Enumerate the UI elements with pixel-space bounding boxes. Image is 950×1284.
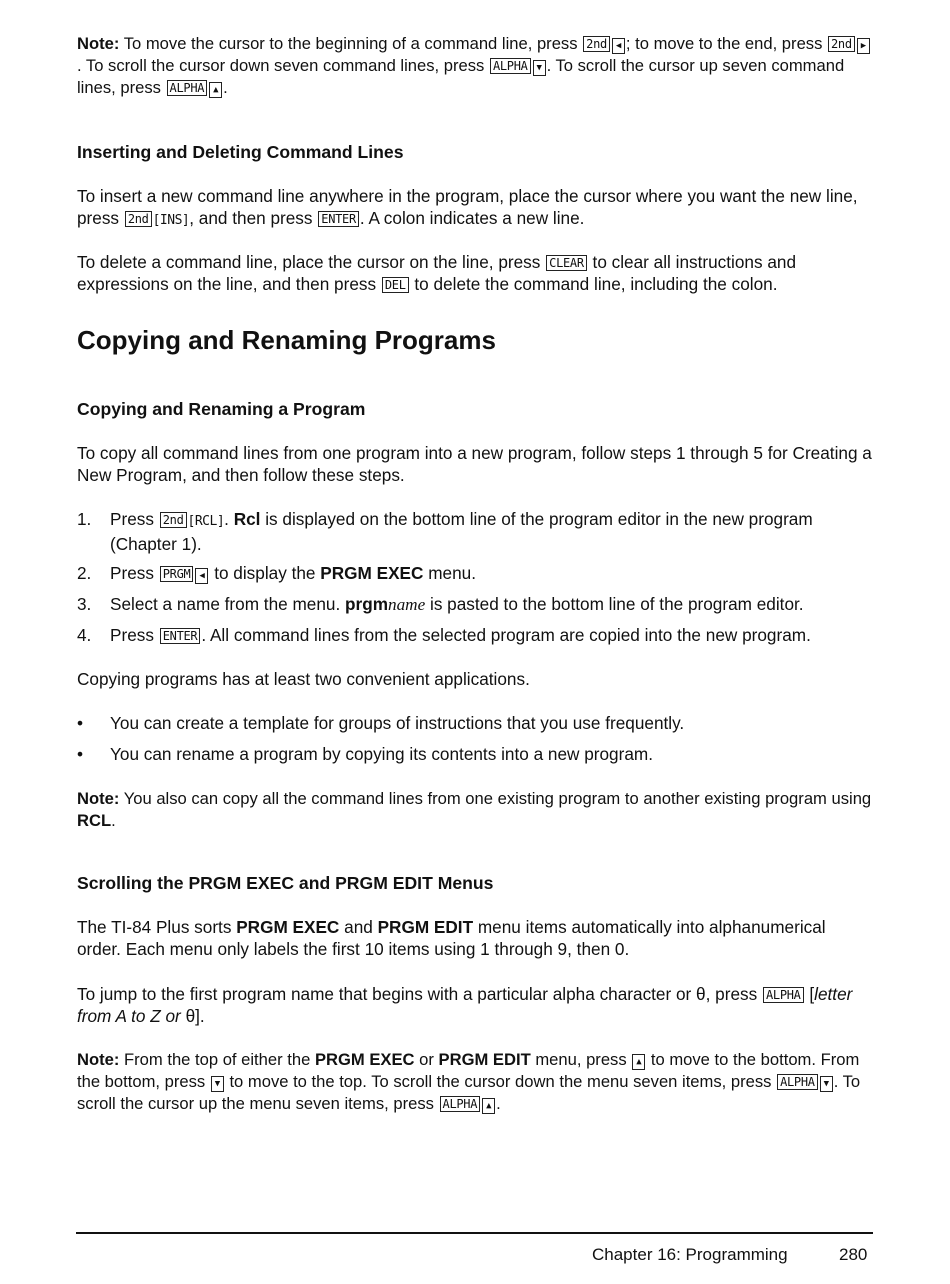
- key-2nd: 2nd: [828, 36, 855, 52]
- down-arrow-key-icon: ▼: [533, 60, 546, 76]
- list-item: • You can create a template for groups of instructions that you use frequently.: [77, 713, 685, 733]
- down-arrow-key-icon: ▼: [211, 1076, 224, 1092]
- up-arrow-key-icon: ▲: [482, 1098, 495, 1114]
- key-del: DEL: [382, 277, 409, 293]
- note-menu-scrolling: Note: From the top of either the PRGM EXEC or PRGM EDIT menu, press ▲ to move to the bottom. From the bottom, press ▼ to move to the top. To scroll the cursor down the menu seven items, press ALPHA ▼ . To scroll the cursor up the menu seven items, press ALPHA ▲ .: [77, 1050, 861, 1113]
- key-rcl: [RCL]: [187, 514, 225, 529]
- up-arrow-key-icon: ▲: [209, 82, 222, 98]
- key-enter: ENTER: [318, 211, 359, 227]
- step-item: 2. Press PRGM ◀ to display the PRGM EXEC menu.: [77, 563, 476, 583]
- section-heading-scrolling: Scrolling the PRGM EXEC and PRGM EDIT Menus: [77, 873, 494, 893]
- key-alpha: ALPHA: [763, 987, 804, 1003]
- key-alpha: ALPHA: [490, 58, 531, 74]
- key-enter: ENTER: [160, 628, 201, 644]
- key-2nd: 2nd: [125, 211, 152, 227]
- note-cursor-movement: Note: To move the cursor to the beginning of a command line, press 2nd ◀ ; to move to the end, press 2nd ▶. To scroll the cursor down seven command lines, press ALPHA ▼ . To scroll the cursor up seven command lines, press ALPHA ▲ .: [77, 33, 873, 99]
- step-item: 3. Select a name from the menu. prgmname is pasted to the bottom line of the program editor.: [77, 594, 804, 614]
- page-number: 280: [839, 1245, 868, 1264]
- paragraph-copy-intro: To copy all command lines from one program into a new program, follow steps 1 through 5 for Creating a New Program, and then follow these steps.: [77, 443, 872, 485]
- section-heading-inserting-deleting: Inserting and Deleting Command Lines: [77, 142, 404, 162]
- list-item: • You can rename a program by copying its contents into a new program.: [77, 744, 653, 764]
- note-label: Note:: [77, 1050, 120, 1069]
- note-copy-rcl: Note: You also can copy all the command lines from one existing program to another existing program using RCL.: [77, 789, 872, 830]
- paragraph-jump-alpha: To jump to the first program name that begins with a particular alpha character or θ, press ALPHA [letter from A to Z or θ].: [77, 984, 853, 1026]
- key-prgm: PRGM: [160, 566, 194, 582]
- paragraph-delete-line: To delete a command line, place the cursor on the line, press CLEAR to clear all instructions and expressions on the line, and then press DEL to delete the command line, including the colon.: [77, 252, 797, 294]
- step-item: 1. Press 2nd [RCL]. Rcl is displayed on the bottom line of the program editor in the new program (Chapter 1).: [77, 509, 813, 554]
- footer-chapter: Chapter 16: Programming: [592, 1245, 788, 1264]
- paragraph-applications: Copying programs has at least two convenient applications.: [77, 669, 530, 689]
- right-arrow-key-icon: ▶: [857, 38, 870, 54]
- note-label: Note:: [77, 789, 120, 808]
- key-2nd: 2nd: [583, 36, 610, 52]
- key-alpha: ALPHA: [167, 80, 208, 96]
- step-item: 4. Press ENTER . All command lines from the selected program are copied into the new program.: [77, 625, 811, 645]
- up-arrow-key-icon: ▲: [632, 1054, 645, 1070]
- key-alpha: ALPHA: [777, 1074, 818, 1090]
- key-alpha: ALPHA: [440, 1096, 481, 1112]
- left-arrow-key-icon: ◀: [195, 568, 208, 584]
- note-label: Note:: [77, 34, 120, 53]
- key-2nd: 2nd: [160, 512, 187, 528]
- footer-divider: [76, 1232, 873, 1234]
- paragraph-insert-line: To insert a new command line anywhere in the program, place the cursor where you want the new line, press 2nd [INS], and then press ENTER . A colon indicates a new line.: [77, 186, 858, 228]
- paragraph-sort-order: The TI-84 Plus sorts PRGM EXEC and PRGM EDIT menu items automatically into alphanumerical order. Each menu only labels the first 10 items using 1 through 9, then 0.: [77, 917, 826, 959]
- left-arrow-key-icon: ◀: [612, 38, 625, 54]
- down-arrow-key-icon: ▼: [820, 1076, 833, 1092]
- section-heading-copying: Copying and Renaming a Program: [77, 399, 366, 419]
- chapter-section-title: Copying and Renaming Programs: [77, 325, 496, 355]
- key-clear: CLEAR: [546, 255, 587, 271]
- key-ins: [INS]: [152, 213, 190, 228]
